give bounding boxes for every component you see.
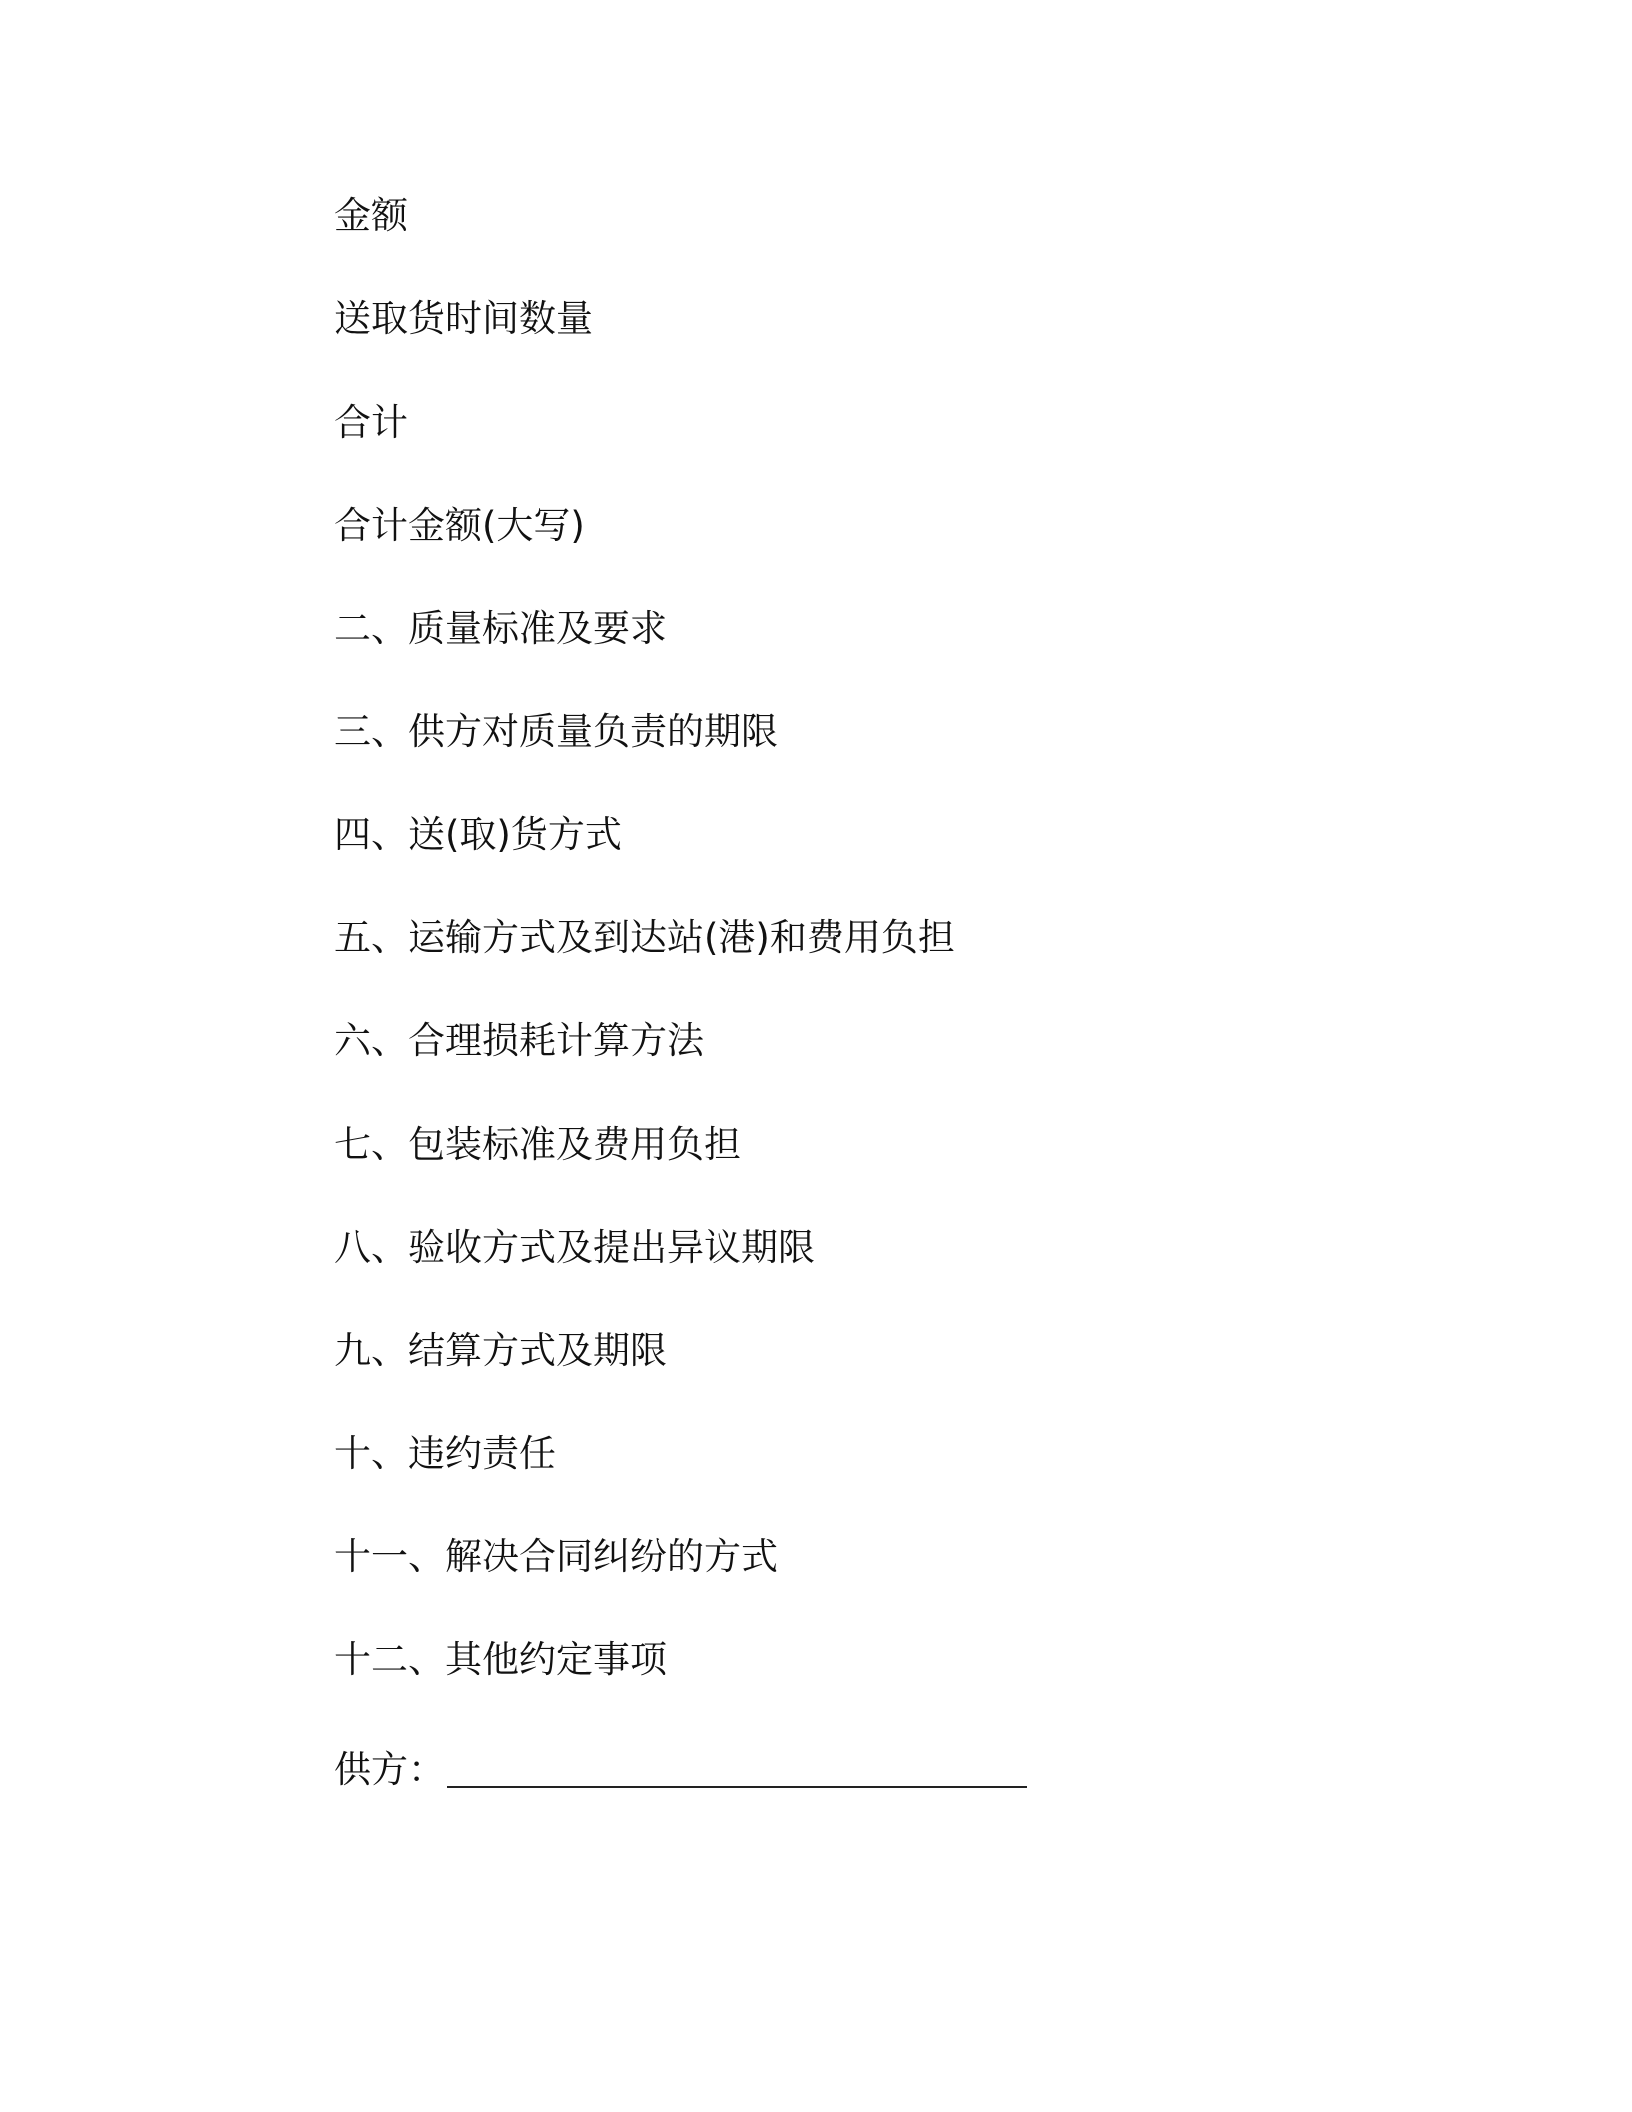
clause-12-other-matters: 十二、其他约定事项 [334,1638,667,1681]
supplier-signature-line[interactable] [447,1752,1027,1788]
clause-9-settlement-method: 九、结算方式及期限 [334,1329,667,1372]
clause-7-packaging-standard: 七、包装标准及费用负担 [334,1123,741,1166]
clause-8-acceptance-method: 八、验收方式及提出异议期限 [334,1226,815,1269]
line-amount: 金额 [334,194,408,237]
line-total: 合计 [334,401,408,444]
clause-6-loss-calculation: 六、合理损耗计算方法 [334,1019,704,1062]
clause-4-delivery-method: 四、送(取)货方式 [334,813,622,856]
line-total-amount-capital: 合计金额(大写) [334,504,585,547]
clause-5-transport-and-cost: 五、运输方式及到达站(港)和费用负担 [334,916,955,959]
clause-11-dispute-resolution: 十一、解决合同纠纷的方式 [334,1535,778,1578]
supplier-signature-row [334,1747,1027,1793]
clause-3-quality-responsibility-period: 三、供方对质量负责的期限 [334,710,778,753]
line-delivery-time-quantity: 送取货时间数量 [334,297,593,340]
supplier-label: 供方： [334,1748,445,1791]
clause-10-liability-for-breach: 十、违约责任 [334,1432,556,1475]
clause-2-quality-standard: 二、质量标准及要求 [334,607,667,650]
